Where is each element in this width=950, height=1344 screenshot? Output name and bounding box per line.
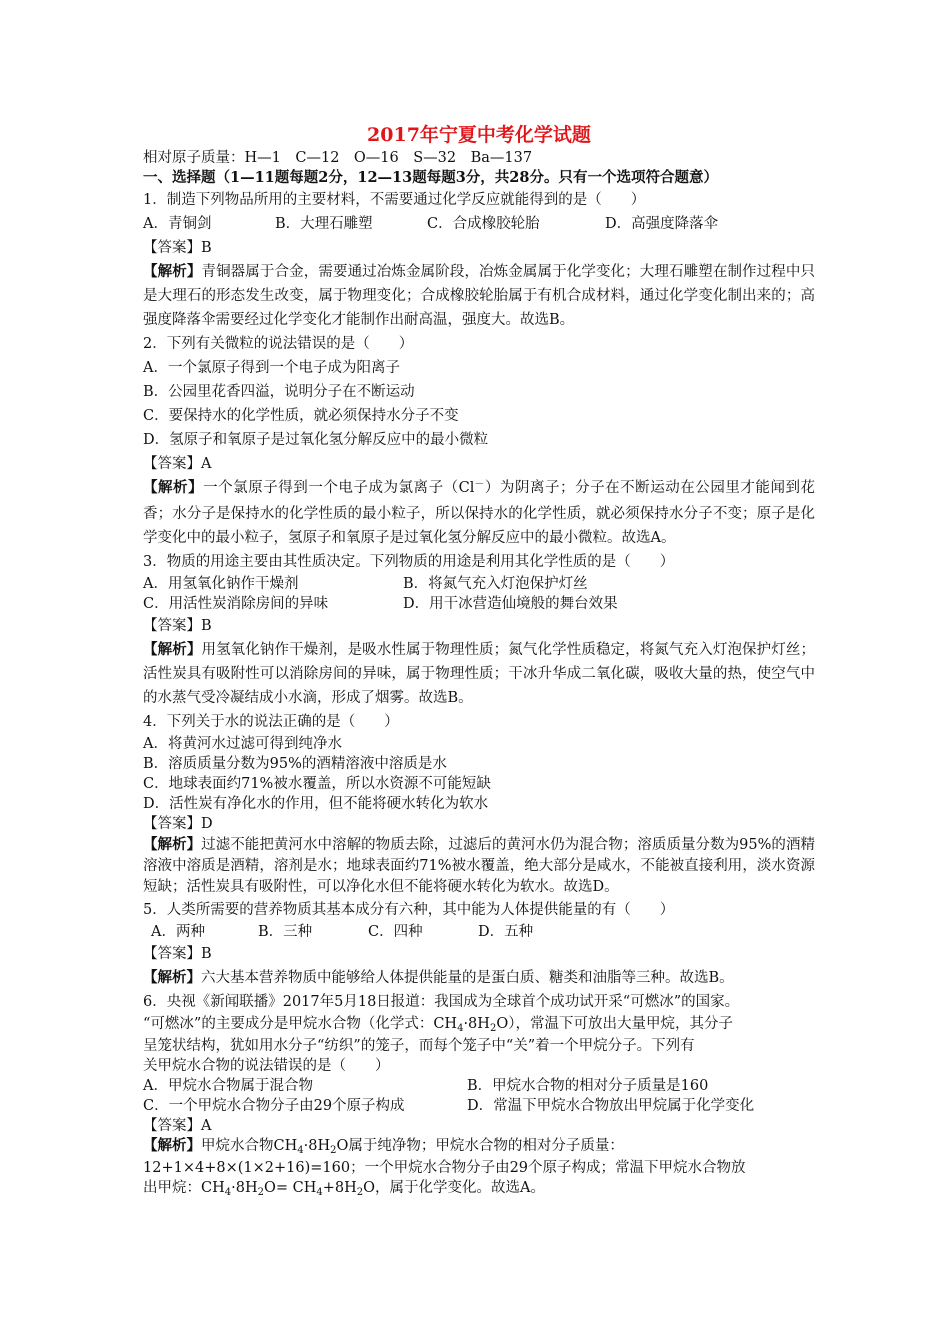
question-stem-line-2 <box>143 1014 815 1036</box>
subscript: 4 <box>297 1145 304 1156</box>
question-stem: 4．下列关于水的说法正确的是（ ） <box>143 714 399 730</box>
analysis-paragraph <box>143 966 815 990</box>
option-row <box>143 922 815 942</box>
question-4 <box>143 710 815 898</box>
answer-tag: 【答案】 <box>143 240 201 256</box>
question-stem: 5．人类所需要的营养物质其基本成分有六种，其中能为人体提供能量的有（ ） <box>143 902 675 918</box>
analysis-text: O属于纯净物；甲烷水合物的相对分子质量： <box>336 1138 624 1154</box>
option-c: C．用活性炭消除房间的异味 <box>143 596 329 612</box>
option-d: D．用干冰营造仙境般的舞台效果 <box>403 596 618 612</box>
option-b: B．公园里花香四溢，说明分子在不断运动 <box>143 384 415 400</box>
question-stem: 1．制造下列物品所用的主要材料，不需要通过化学反应就能得到的是（ ） <box>143 192 646 208</box>
question-3 <box>143 550 815 710</box>
option-c: C．合成橡胶轮胎 <box>427 216 540 232</box>
analysis-text-cont: ）为阴离子；分子在不断运动在公园里才能闻到花香；水分子是保持水的化学性质的最小粒子，所以保持水的化学性质，就必须保持水分子不变；原子是化学变化中的最小粒子，氢原子和氧原子是过氧化氢分解反应中的最小微粒。故选A。 <box>143 480 816 546</box>
stem-text: O），常温下可放出大量甲烷，其分子 <box>496 1016 733 1032</box>
analysis-tag: 【解析】 <box>143 836 202 853</box>
option-d: D．高强度降落伞 <box>605 216 719 232</box>
option-row <box>143 594 815 614</box>
analysis-paragraph <box>143 476 815 550</box>
analysis-text: +8H <box>322 1180 357 1196</box>
answer-tag: 【答案】 <box>143 946 201 962</box>
answer-line <box>143 236 815 260</box>
analysis-tag: 【解析】 <box>143 263 202 280</box>
option-b: B．三种 <box>258 924 313 940</box>
stem-text: “可燃冰”的主要成分是甲烷水合物（化学式：CH <box>143 1016 458 1032</box>
option-b: B．甲烷水合物的相对分子质量是160 <box>467 1078 709 1094</box>
analysis-text: 一个氯原子得到一个电子成为氯离子（Cl <box>203 480 475 496</box>
answer-line <box>143 814 815 834</box>
page-title: 2017年宁夏中考化学试题 <box>367 124 591 146</box>
subscript: 4 <box>316 1187 323 1198</box>
exam-page <box>143 124 815 1200</box>
analysis-text: O，属于化学变化。故选A。 <box>363 1180 546 1196</box>
analysis-text: 过滤不能把黄河水中溶解的物质去除，过滤后的黄河水仍为混合物；溶质质量分数为95%的酒精溶液中溶质是酒精，溶剂是水；地球表面约71%被水覆盖，绝大部分是咸水，不能被直接利用，淡水资源短缺；活性炭具有吸附性，可以净化水但不能将硬水转化为软水。故选D。 <box>143 837 816 895</box>
option-row <box>143 1076 815 1096</box>
section-header: 一、选择题（1—11题每题2分，12—13题每题3分，共28分。只有一个选项符合题意） <box>143 169 718 186</box>
answer-line <box>143 1116 815 1136</box>
option-a: A．甲烷水合物属于混合物 <box>143 1078 313 1094</box>
option-row <box>143 574 815 594</box>
answer-value: B <box>201 240 212 256</box>
answer-tag: 【答案】 <box>143 456 201 472</box>
analysis-line-2: 12+1×4+8×(1×2+16)=160；一个甲烷水合物分子由29个原子构成；常温下甲烷水合物放 <box>143 1160 746 1176</box>
answer-value: A <box>201 456 212 472</box>
stem-text: ·8H <box>463 1016 490 1032</box>
question-1 <box>143 188 815 332</box>
question-stem-line-1: 6．央视《新闻联播》2017年5月18日报道：我国成为全球首个成功试开采“可燃冰”的国家。 <box>143 994 740 1010</box>
analysis-tag: 【解析】 <box>143 479 204 496</box>
analysis-line-1 <box>143 1136 815 1158</box>
option-d: D．活性炭有净化水的作用，但不能将硬水转化为软水 <box>143 796 489 812</box>
answer-line <box>143 942 815 966</box>
question-6 <box>143 990 815 1200</box>
analysis-paragraph <box>143 638 815 710</box>
analysis-tag: 【解析】 <box>143 1137 201 1154</box>
option-d: D．常温下甲烷水合物放出甲烷属于化学变化 <box>467 1098 755 1114</box>
option-b: B．将氮气充入灯泡保护灯丝 <box>403 576 588 592</box>
question-stem: 2．下列有关微粒的说法错误的是（ ） <box>143 336 414 352</box>
question-stem-line-3: 呈笼状结构，犹如用水分子“纺织”的笼子，而每个笼子中“关”着一个甲烷分子。下列有 <box>143 1038 695 1054</box>
question-stem: 3．物质的用途主要由其性质决定。下列物质的用途是利用其化学性质的是（ ） <box>143 554 675 570</box>
analysis-line-3 <box>143 1178 815 1200</box>
analysis-text: 六大基本营养物质中能够给人体提供能量的是蛋白质、糖类和油脂等三种。故选B。 <box>201 970 734 986</box>
answer-value: A <box>201 1118 212 1134</box>
answer-tag: 【答案】 <box>143 618 201 634</box>
analysis-text: 出甲烷：CH <box>143 1180 225 1196</box>
answer-value: B <box>201 946 212 962</box>
option-d: D．氢原子和氧原子是过氧化氢分解反应中的最小微粒 <box>143 432 489 448</box>
option-a: A．一个氯原子得到一个电子成为阳离子 <box>143 360 400 376</box>
answer-tag: 【答案】 <box>143 1118 201 1134</box>
analysis-text: 青铜器属于合金，需要通过冶炼金属阶段，冶炼金属属于化学变化；大理石雕塑在制作过程中只是大理石的形态发生改变，属于物理变化；合成橡胶轮胎属于有机合成材料，通过化学变化制出来的；高强度降落伞需要经过化学变化才能制作出耐高温，强度大。故选B。 <box>143 264 816 328</box>
analysis-text: 甲烷水合物CH <box>201 1138 298 1154</box>
option-row <box>143 1096 815 1116</box>
option-a: A．将黄河水过滤可得到纯净水 <box>143 736 342 752</box>
ion-charge: － <box>474 479 485 490</box>
option-d: D．五种 <box>478 924 534 940</box>
answer-value: B <box>201 618 212 634</box>
answer-tag: 【答案】 <box>143 816 201 832</box>
option-row <box>143 212 815 236</box>
option-c: C．地球表面约71%被水覆盖，所以水资源不可能短缺 <box>143 776 491 792</box>
question-stem-line-4: 关甲烷水合物的说法错误的是（ ） <box>143 1058 390 1074</box>
option-c: C．四种 <box>368 924 423 940</box>
answer-line <box>143 614 815 638</box>
subscript: 2 <box>330 1145 337 1156</box>
option-a: A．两种 <box>151 924 205 940</box>
option-b: B．溶质质量分数为95%的酒精溶液中溶质是水 <box>143 756 447 772</box>
subscript: 4 <box>224 1187 232 1198</box>
question-5 <box>143 898 815 990</box>
analysis-tag: 【解析】 <box>143 969 201 986</box>
option-a: A．用氢氧化钠作干燥剂 <box>143 576 299 592</box>
answer-value: D <box>201 816 213 832</box>
subscript: 4 <box>457 1023 464 1034</box>
answer-line <box>143 452 815 476</box>
subscript: 2 <box>257 1187 264 1198</box>
question-2 <box>143 332 815 550</box>
analysis-paragraph <box>143 260 815 332</box>
option-a: A．青铜剑 <box>143 216 212 232</box>
subscript: 2 <box>489 1023 497 1034</box>
analysis-text: ·8H <box>303 1138 331 1154</box>
atomic-mass-line: 相对原子质量：H—1 C—12 O—16 S—32 Ba—137 <box>143 150 533 166</box>
option-c: C．一个甲烷水合物分子由29个原子构成 <box>143 1098 405 1114</box>
analysis-tag: 【解析】 <box>143 641 202 658</box>
option-c: C．要保持水的化学性质，就必须保持水分子不变 <box>143 408 459 424</box>
analysis-text: ·8H <box>231 1180 258 1196</box>
analysis-text: O= CH <box>263 1180 317 1196</box>
option-b: B．大理石雕塑 <box>275 216 373 232</box>
analysis-text: 用氢氧化钠作干燥剂，是吸水性属于物理性质；氮气化学性质稳定，将氮气充入灯泡保护灯丝；活性炭具有吸附性可以消除房间的异味，属于物理性质；干冰升华成二氧化碳，吸收大量的热，使空气中的水蒸气受冷凝结成小水滴，形成了烟雾。故选B。 <box>143 642 816 706</box>
analysis-paragraph <box>143 834 815 898</box>
subscript: 2 <box>356 1187 364 1198</box>
